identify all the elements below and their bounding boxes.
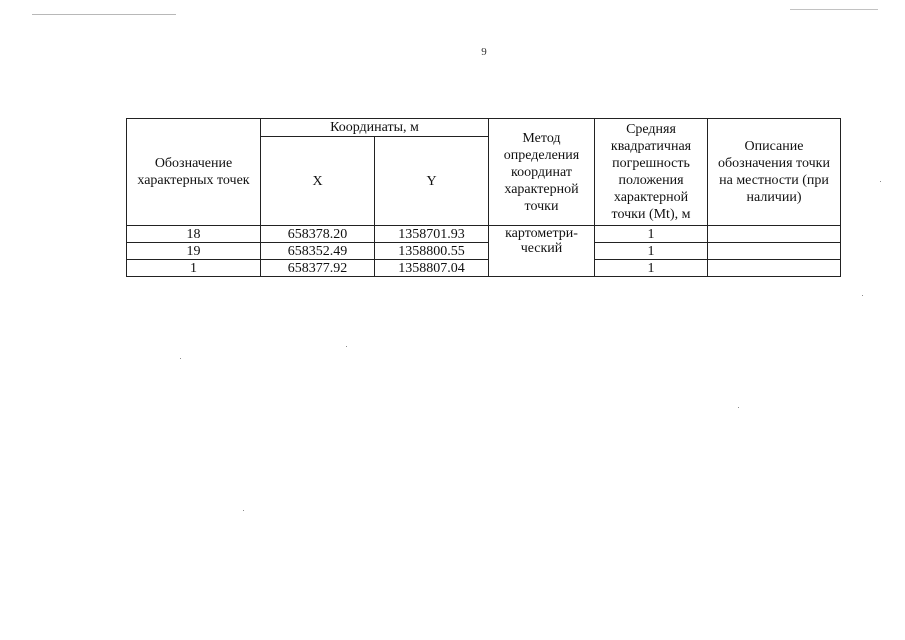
header-x [261,137,375,226]
cell-x: 658377.92 [261,260,375,277]
scan-speck [880,181,881,182]
scan-speck [243,510,244,511]
cell-rmse: 1 [595,260,708,277]
scan-speck [738,407,739,408]
header-description-label: Описание обозначения точки на местности (при наличии) [718,139,830,205]
cell-point: 19 [127,243,261,260]
header-rmse [595,119,708,226]
scan-speck [180,358,181,359]
table-row [127,226,841,243]
scan-artifact-top-left [32,14,176,15]
header-point-designation-label: Обозначение характерных точек [137,156,250,188]
header-method [489,119,595,226]
cell-y: 1358807.04 [375,260,489,277]
cell-point: 18 [127,226,261,243]
header-x-label: X [312,173,323,189]
table-row [127,260,841,277]
cell-point: 1 [127,260,261,277]
cell-y: 1358800.55 [375,243,489,260]
cell-rmse: 1 [595,226,708,243]
cell-description [708,243,841,260]
header-description [708,119,841,226]
cell-method-label: картометри-ческий [505,226,578,256]
scan-speck [346,346,347,347]
page-number: 9 [481,46,487,58]
scan-speck [862,295,863,296]
cell-rmse: 1 [595,243,708,260]
cell-y: 1358701.93 [375,226,489,243]
table-header-row [127,119,841,137]
coordinates-table [126,118,841,277]
header-method-label: Метод определения координат характерной точки [503,130,580,214]
table-row [127,243,841,260]
header-point-designation [127,119,261,226]
cell-description [708,260,841,277]
scan-artifact-top-right [790,9,878,10]
cell-x: 658352.49 [261,243,375,260]
cell-description [708,226,841,243]
header-rmse-label: Средняя квадратичная погрешность положения характерной точки (Mt), м [610,122,692,222]
header-coordinates [261,119,489,137]
header-y-label: Y [426,173,437,189]
header-y [375,137,489,226]
cell-x: 658378.20 [261,226,375,243]
header-coordinates-label: Координаты, м [330,120,419,135]
cell-method [489,226,595,277]
